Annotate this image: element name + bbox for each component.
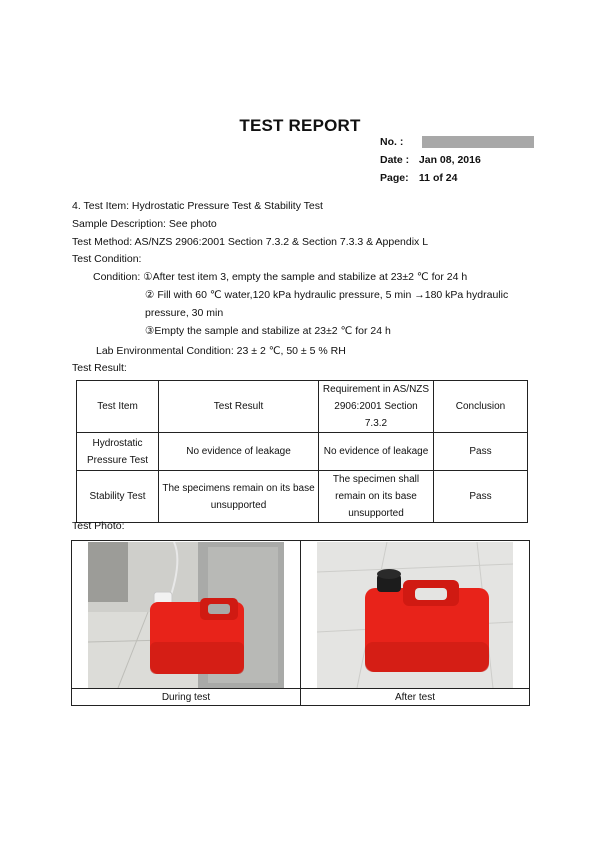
report-date-value: Jan 08, 2016 xyxy=(418,154,481,166)
photo-cell-after xyxy=(301,541,530,689)
caption-after: After test xyxy=(301,689,530,706)
test-photo-heading: Test Photo: xyxy=(72,520,125,532)
redacted-report-number xyxy=(422,136,534,148)
header-test-result: Test Result xyxy=(159,381,319,433)
caption-during: During test xyxy=(72,689,301,706)
cell-requirement: No evidence of leakage xyxy=(319,433,434,471)
cell-test-item: Stability Test xyxy=(77,471,159,523)
test-result-heading: Test Result: xyxy=(72,362,127,374)
sample-description-line: Sample Description: See photo xyxy=(72,218,217,230)
condition-2-continuation: pressure, 30 min xyxy=(145,307,224,319)
lab-environment-line: Lab Environmental Condition: 23 ± 2 ℃, 50 ± 5 % RH xyxy=(96,345,346,357)
report-page-value: 11 of 24 xyxy=(418,172,458,184)
test-item-line: 4. Test Item: Hydrostatic Pressure Test & Stability Test xyxy=(72,200,323,212)
cell-conclusion: Pass xyxy=(434,471,528,523)
report-page xyxy=(380,172,457,184)
cell-requirement: The specimen shall remain on its base unsupported xyxy=(319,471,434,523)
condition-3-line: ③Empty the sample and stabilize at 23±2 ℃ for 24 h xyxy=(145,325,391,337)
condition-2-line: ② Fill with 60 ℃ water,120 kPa hydraulic pressure, 5 min →180 kPa hydraulic xyxy=(145,289,509,301)
cell-test-item: Hydrostatic Pressure Test xyxy=(77,433,159,471)
header-test-item: Test Item xyxy=(77,381,159,433)
header-requirement: Requirement in AS/NZS 2906:2001 Section 7.3.2 xyxy=(319,381,434,433)
report-title: TEST REPORT xyxy=(239,116,361,135)
caption-row xyxy=(72,689,530,706)
results-table xyxy=(76,380,528,523)
test-condition-heading: Test Condition: xyxy=(72,253,142,265)
report-number-label: No. : xyxy=(380,136,404,148)
during-test-photo xyxy=(88,542,284,688)
cell-test-result: No evidence of leakage xyxy=(159,433,319,471)
cell-test-result: The specimens remain on its base unsupported xyxy=(159,471,319,523)
table-row xyxy=(77,471,528,523)
photo-table xyxy=(71,540,530,706)
results-header-row xyxy=(77,381,528,433)
condition-1-line: Condition: ①After test item 3, empty the sample and stabilize at 23±2 ℃ for 24 h xyxy=(93,271,468,283)
cell-conclusion: Pass xyxy=(434,433,528,471)
test-method-line: Test Method: AS/NZS 2906:2001 Section 7.3.2 & Section 7.3.3 & Appendix L xyxy=(72,236,429,248)
photo-cell-during xyxy=(72,541,301,689)
report-page-label: Page: xyxy=(380,172,409,184)
header-conclusion: Conclusion xyxy=(434,381,528,433)
photo-row xyxy=(72,541,530,689)
report-number xyxy=(380,136,534,148)
table-row xyxy=(77,433,528,471)
report-date xyxy=(380,154,481,166)
report-date-label: Date : xyxy=(380,154,410,166)
after-test-photo xyxy=(317,542,513,688)
